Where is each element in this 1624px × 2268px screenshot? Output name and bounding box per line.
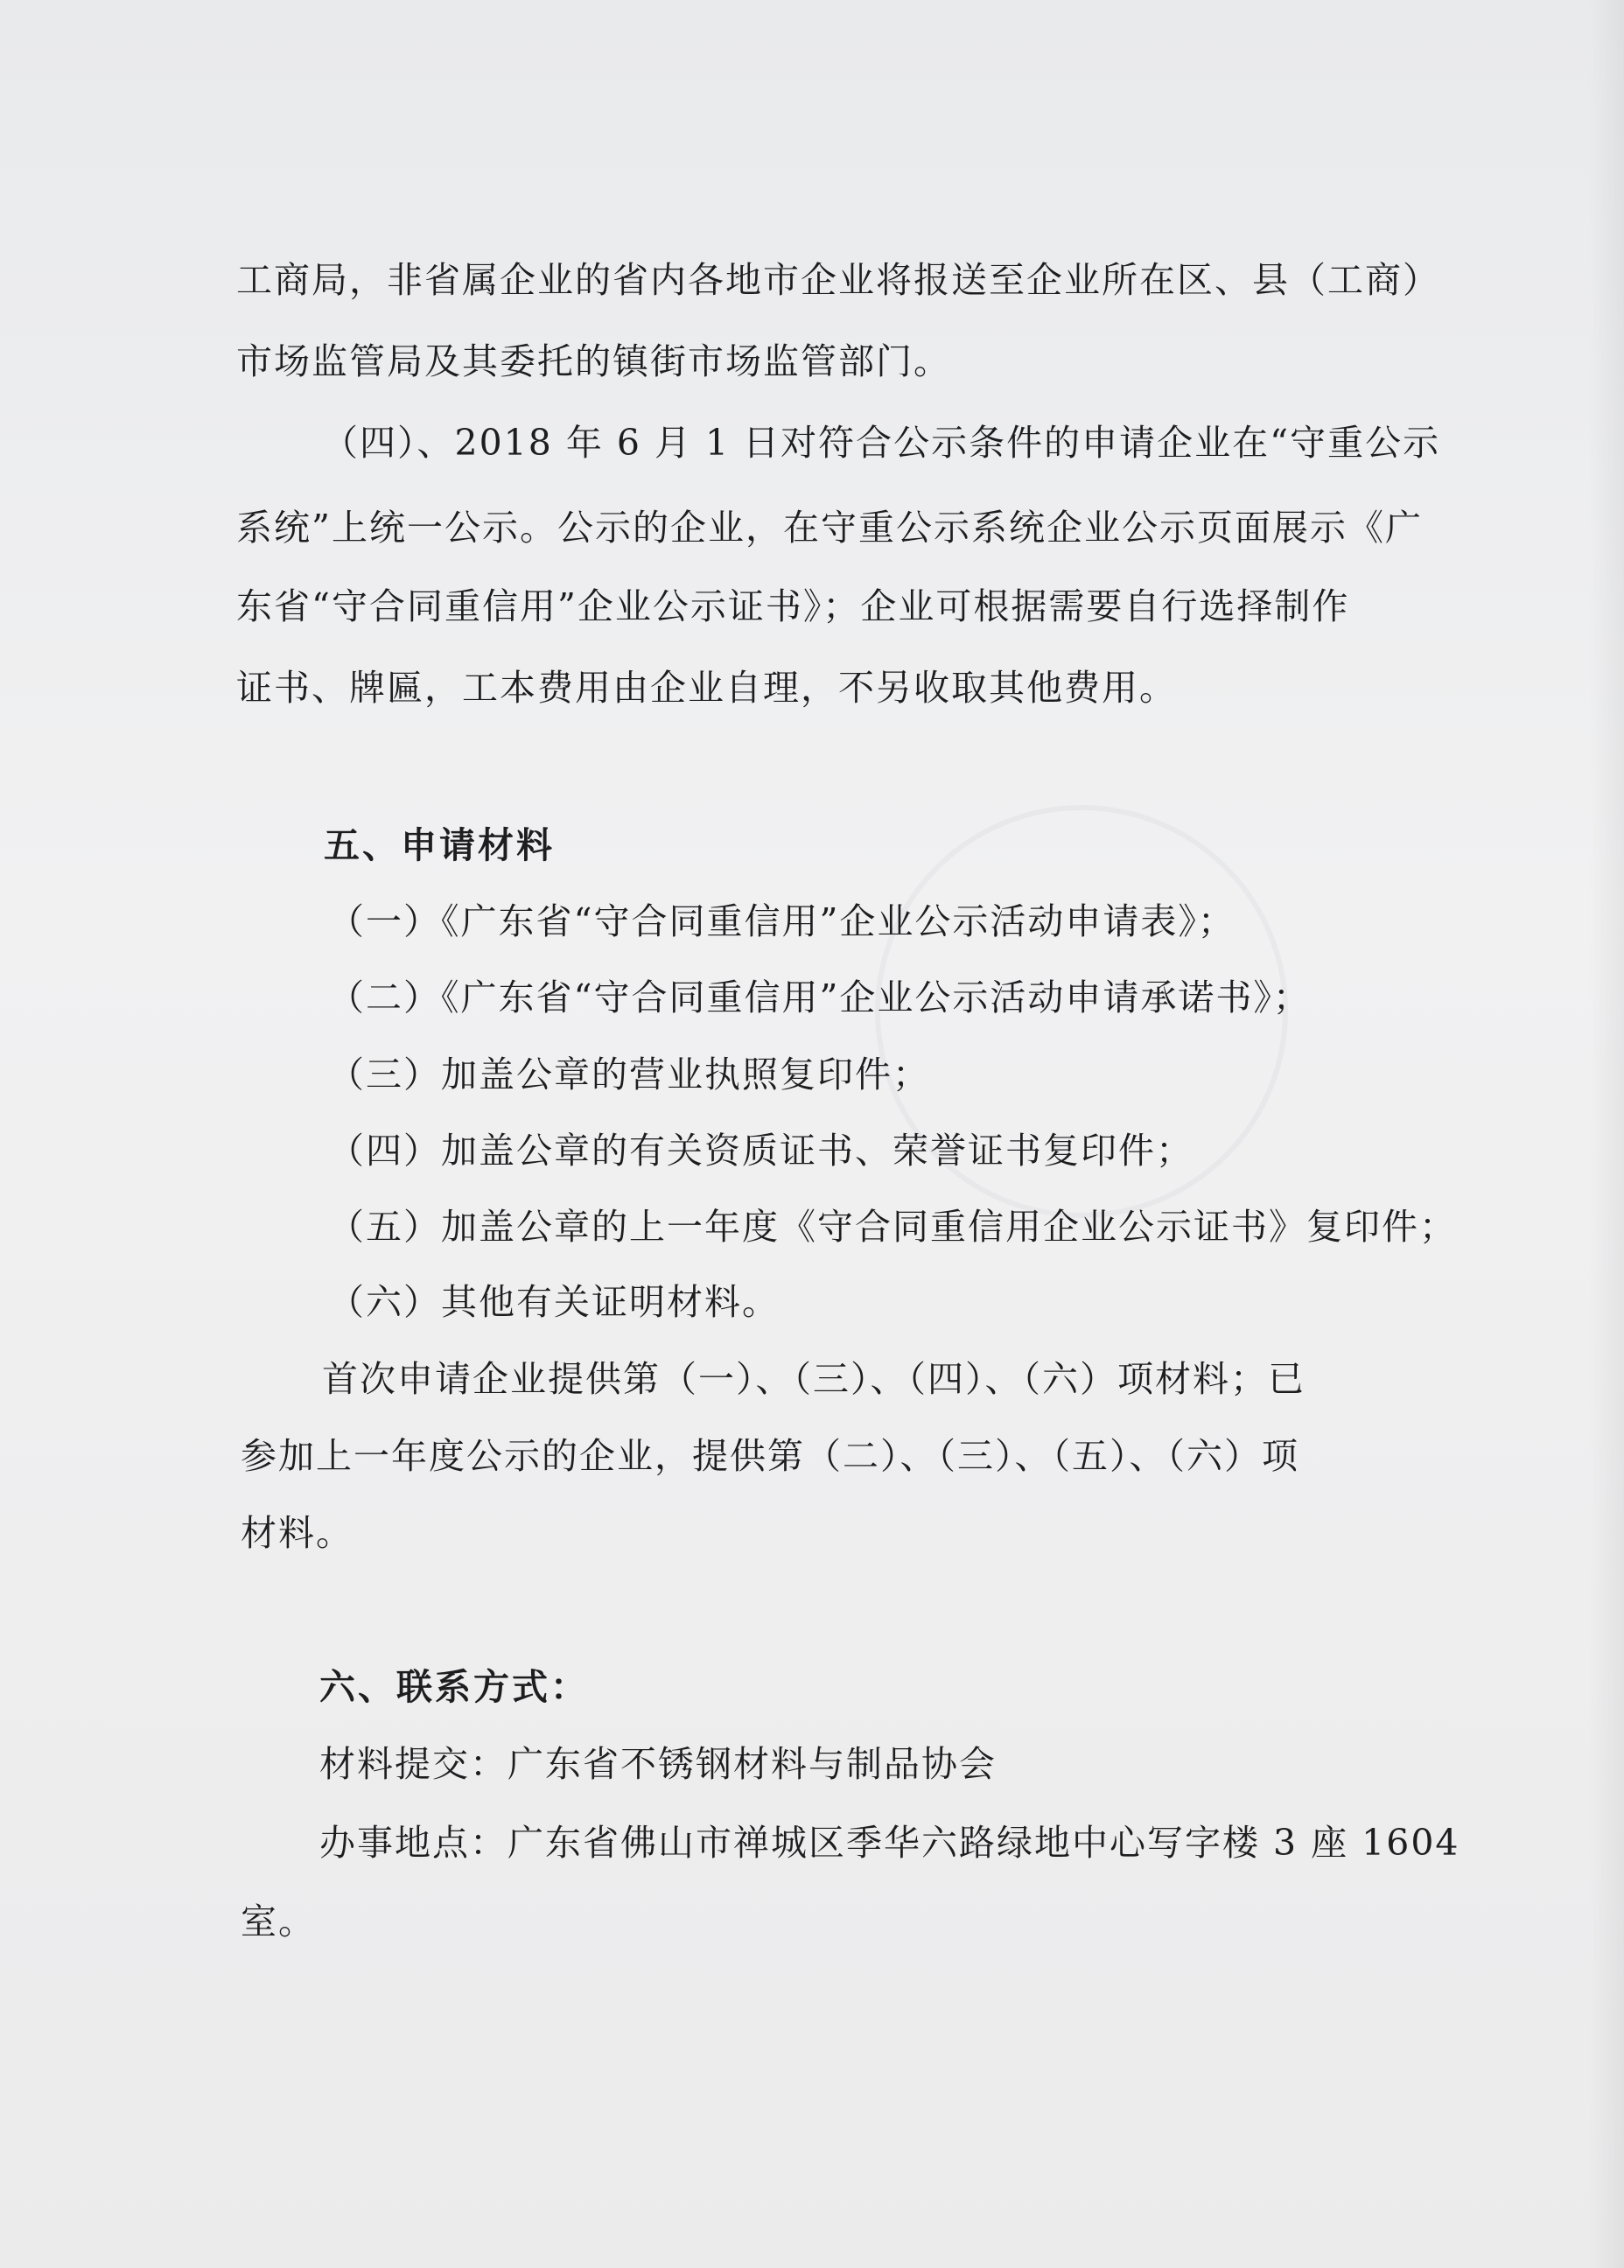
section-heading-materials: 五、申请材料 [324,824,555,866]
paragraph-line: （四）、2018 年 6 月 1 日对符合公示条件的申请企业在“守重公示 [322,422,1441,464]
paragraph-line: 首次申请企业提供第（一）、（三）、（四）、（六）项材料；已 [322,1358,1306,1400]
contact-submit-line: 材料提交：广东省不锈钢材料与制品协会 [319,1743,997,1785]
list-item: （二）《广东省“守合同重信用”企业公示活动申请承诺书》； [328,976,1311,1018]
contact-address-continued: 室。 [241,1900,316,1942]
paragraph-line: 市场监管局及其委托的镇街市场监管部门。 [236,340,951,382]
list-item: （四）加盖公章的有关资质证书、荣誉证书复印件； [328,1130,1194,1172]
paragraph-line: 工商局，非省属企业的省内各地市企业将报送至企业所在区、县（工商） [236,259,1440,301]
page-edge-shadow [1589,0,1624,2268]
paragraph-line: 系统”上统一公示。公示的企业，在守重公示系统企业公示页面展示《广 [236,507,1423,549]
section-heading-contact: 六、联系方式： [319,1666,589,1708]
list-item: （一）《广东省“守合同重信用”企业公示活动申请表》； [328,900,1236,942]
contact-address-line: 办事地点：广东省佛山市禅城区季华六路绿地中心写字楼 3 座 1604 [319,1822,1460,1864]
list-item: （五）加盖公章的上一年度《守合同重信用企业公示证书》复印件； [328,1206,1457,1248]
paragraph-line: 东省“守合同重信用”企业公示证书》；企业可根据需要自行选择制作 [236,585,1350,627]
paragraph-line: 材料。 [241,1512,354,1554]
paragraph-line: 证书、牌匾，工本费用由企业自理，不另收取其他费用。 [236,667,1177,709]
paragraph-line: 参加上一年度公示的企业，提供第（二）、（三）、（五）、（六）项 [241,1435,1299,1477]
list-item: （三）加盖公章的营业执照复印件； [328,1054,930,1096]
list-item: （六）其他有关证明材料。 [328,1281,780,1323]
